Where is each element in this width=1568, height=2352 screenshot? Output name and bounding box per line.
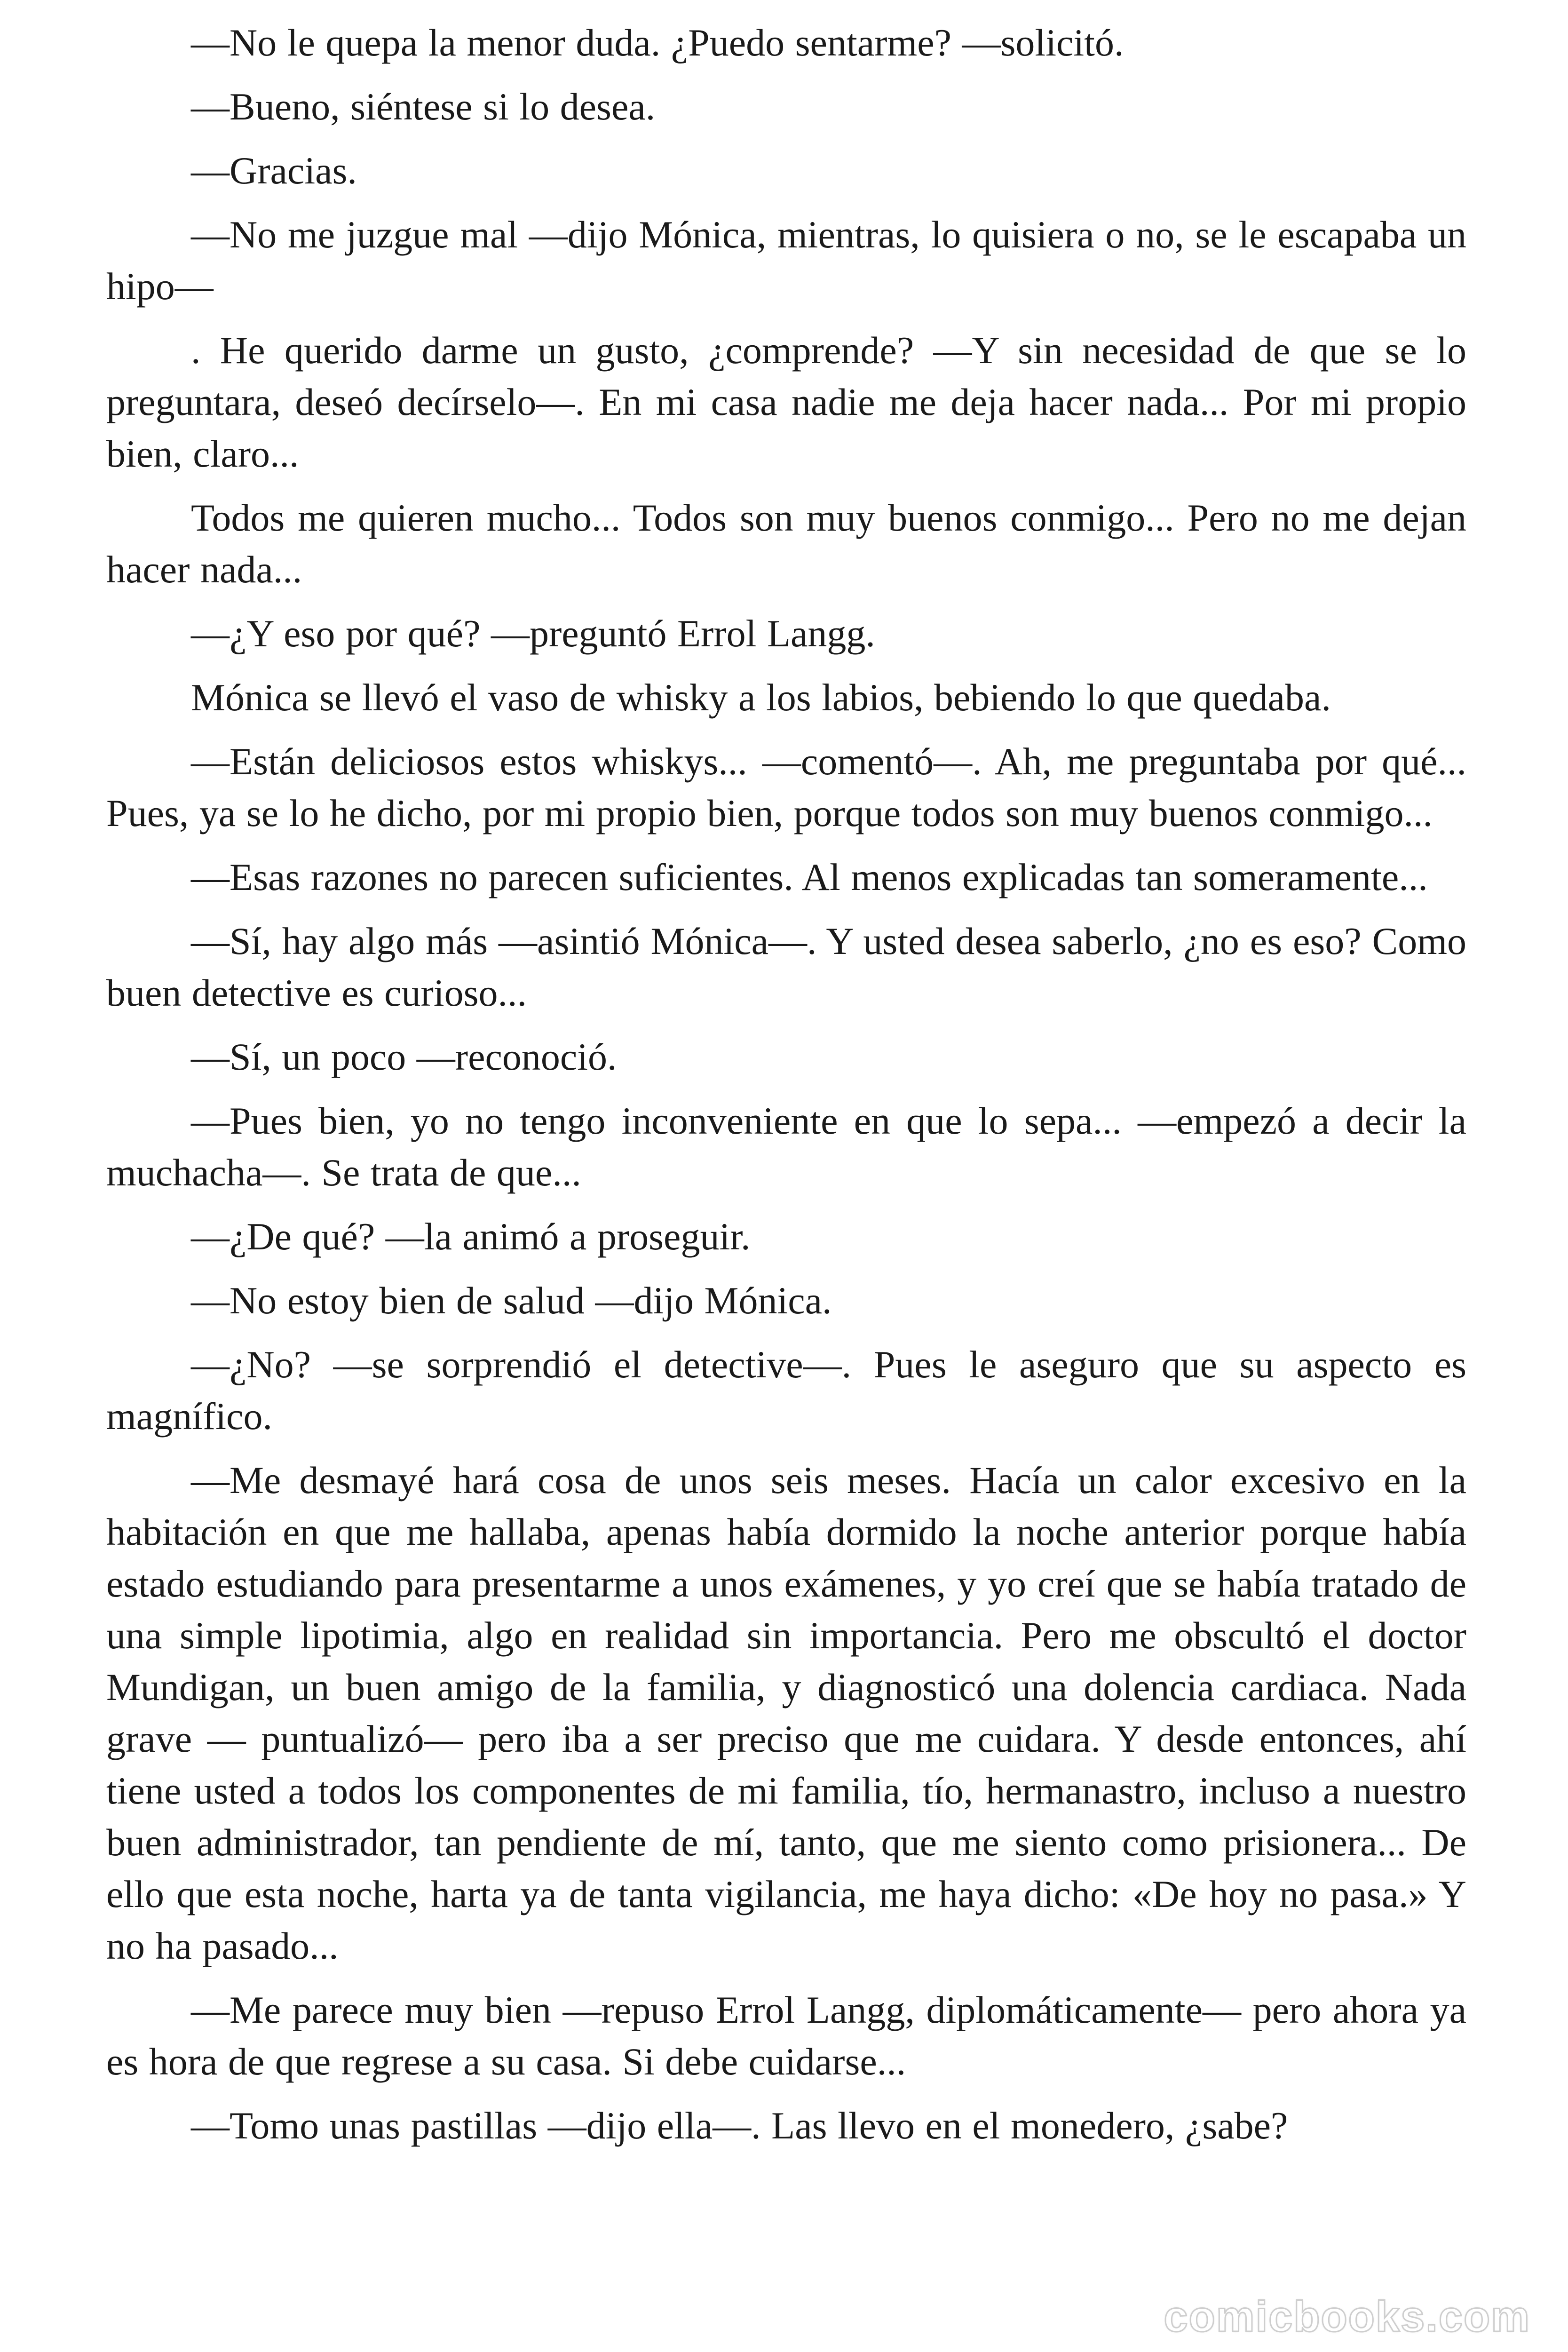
paragraph: —¿De qué? —la animó a proseguir. (191, 1215, 751, 1258)
paragraph: —No le quepa la menor duda. ¿Puedo sentarme? —solicitó. (191, 21, 1124, 64)
paragraph: —Me parece muy bien —repuso Errol Langg, diplomáticamente— pero ahora ya es hora de que regrese a su casa. Si debe cuidarse... (106, 1988, 1466, 2083)
paragraph: —No me juzgue mal —dijo Mónica, mientras, lo quisiera o no, se le escapaba un hipo— (106, 213, 1466, 308)
watermark-logo: comicbooks.com (1164, 2293, 1530, 2341)
paragraph: . He querido darme un gusto, ¿comprende? —Y sin necesidad de que se lo preguntara, deseó decírselo—. En mi casa nadie me deja hacer nada... Por mi propio bien, claro... (106, 329, 1466, 475)
paragraph: Todos me quieren mucho... Todos son muy buenos conmigo... Pero no me dejan hacer nada... (106, 496, 1466, 591)
paragraph: —¿No? —se sorprendió el detective—. Pues le aseguro que su aspecto es magnífico. (106, 1343, 1466, 1438)
paragraph: —Gracias. (191, 149, 357, 192)
paragraph: —¿Y eso por qué? —preguntó Errol Langg. (191, 612, 875, 655)
paragraph: —Pues bien, yo no tengo inconveniente en que lo sepa... —empezó a decir la muchacha—. Se trata de que... (106, 1099, 1466, 1194)
paragraph: —Me desmayé hará cosa de unos seis meses. Hacía un calor excesivo en la habitación en que me hallaba, apenas había dormido la noche anterior porque había estado estudiando para presentarme a unos exámenes, y yo creí que se había tratado de una simple lipotimia, algo en realidad sin importancia. Pero me obscultó el doctor Mundigan, un buen amigo de la familia, y diagnosticó una dolencia cardiaca. Nada grave — puntualizó— pero iba a ser preciso que me cuidara. Y desde entonces, ahí tiene usted a todos los componentes de mi familia, tío, hermanastro, incluso a nuestro buen administrador, tan pendiente de mí, tanto, que me siento como prisionera... De ello que esta noche, harta ya de tanta vigilancia, me haya dicho: «De hoy no pasa.» Y no ha pasado... (106, 1459, 1466, 1967)
paragraph: —Sí, hay algo más —asintió Mónica—. Y usted desea saberlo, ¿no es eso? Como buen detective es curioso... (106, 920, 1466, 1014)
paragraph: —Tomo unas pastillas —dijo ella—. Las llevo en el monedero, ¿sabe? (191, 2104, 1288, 2147)
paragraph: —Bueno, siéntese si lo desea. (191, 85, 656, 128)
paragraph: —Están deliciosos estos whiskys... —comentó—. Ah, me preguntaba por qué... Pues, ya se lo he dicho, por mi propio bien, porque todos son muy buenos conmigo... (106, 740, 1466, 834)
paragraph: Mónica se llevó el vaso de whisky a los labios, bebiendo lo que quedaba. (191, 676, 1331, 719)
paragraph: —No estoy bien de salud —dijo Mónica. (191, 1279, 832, 1322)
paragraph: —Esas razones no parecen suficientes. Al menos explicadas tan someramente... (191, 856, 1428, 898)
paragraph: —Sí, un poco —reconoció. (191, 1035, 617, 1078)
page-text (106, 17, 1466, 2164)
